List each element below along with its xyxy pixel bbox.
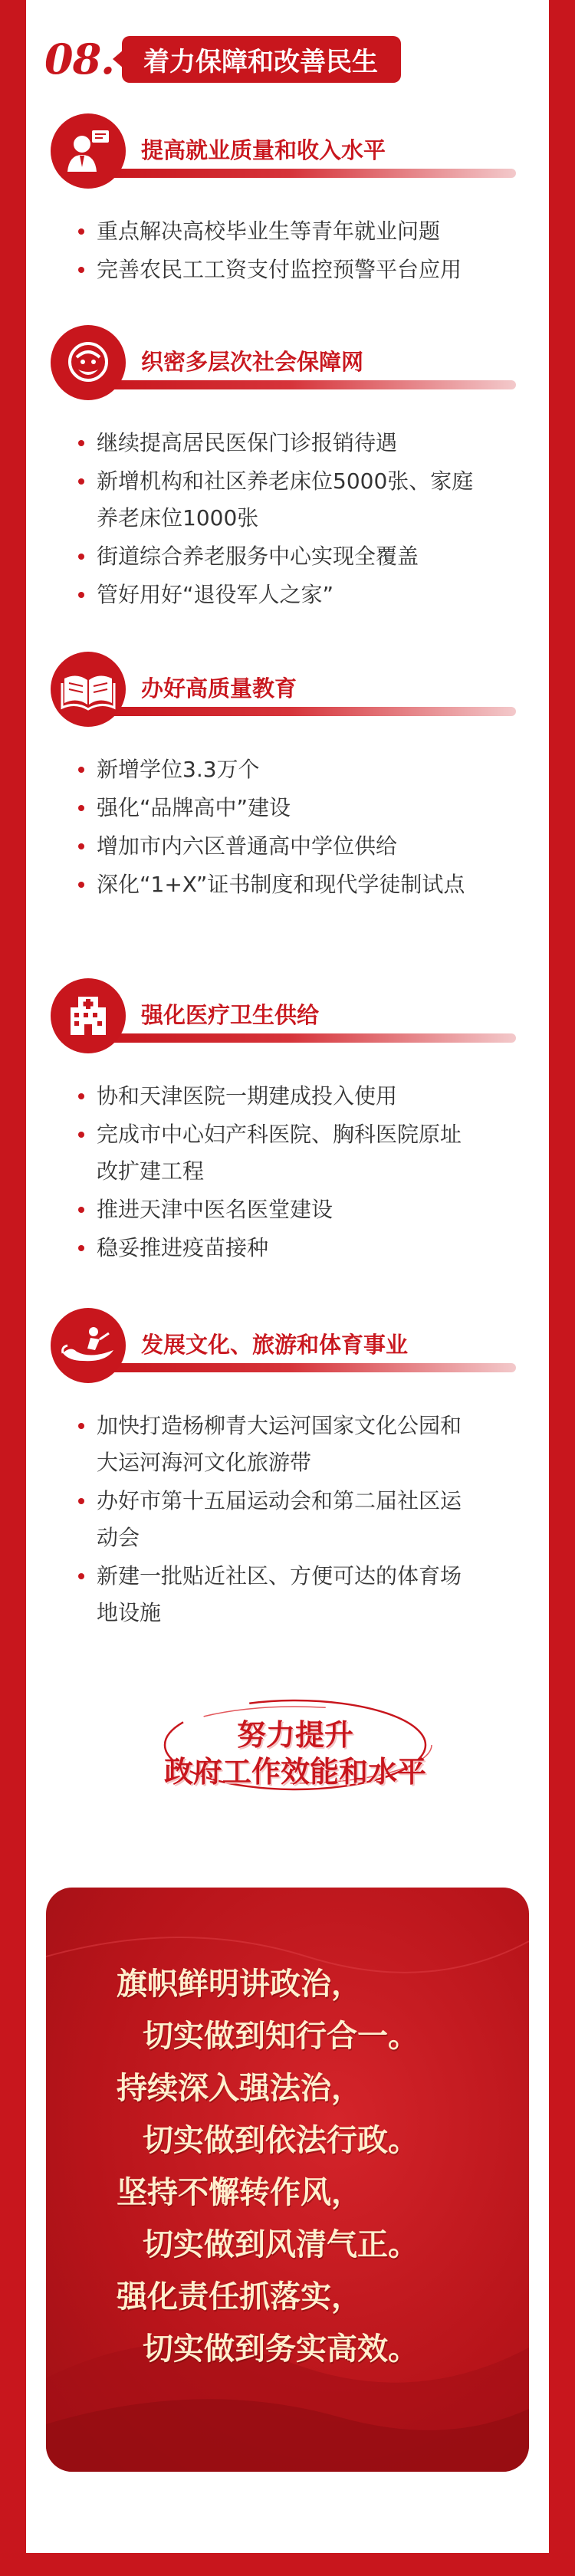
category-employment — [51, 113, 518, 290]
hospital-icon — [51, 978, 126, 1053]
title-underline — [106, 707, 516, 716]
dragon-boat-icon — [51, 1308, 126, 1383]
category-culture-sports — [51, 1308, 518, 1633]
poem-line: 切实做到务实高效。 — [143, 2331, 419, 2367]
category-social-security — [51, 325, 518, 615]
list-item: 继续提高居民医保门诊报销待遇 — [77, 425, 480, 462]
employee-icon — [51, 113, 126, 189]
section-title: 着力保障和改善民生 — [122, 36, 401, 83]
principles-text — [117, 1958, 419, 2375]
list-item: 稳妥推进疫苗接种 — [77, 1230, 480, 1267]
list-item: 强化“品牌高中”建设 — [77, 790, 480, 826]
list-item: 增加市内六区普通高中学位供给 — [77, 828, 480, 865]
list-item: 完成市中心妇产科医院、胸科医院原址改扩建工程 — [77, 1116, 480, 1190]
title-underline — [106, 380, 516, 389]
category-education — [51, 652, 518, 905]
category-title: 织密多层次社会保障网 — [141, 349, 364, 375]
section-header — [44, 34, 401, 84]
category-title: 提高就业质量和收入水平 — [141, 137, 386, 163]
category-healthcare — [51, 978, 518, 1268]
title-underline — [106, 1363, 516, 1372]
list-item: 加快打造杨柳青大运河国家文化公园和大运河海河文化旅游带 — [77, 1408, 480, 1481]
list-item: 新建一批贴近社区、方便可达的体育场地设施 — [77, 1558, 480, 1631]
poem-line: 切实做到依法行政。 — [143, 2122, 419, 2158]
poem-line: 切实做到风清气正。 — [143, 2226, 419, 2262]
slogan-line-1: 努力提升 — [236, 1717, 353, 1752]
section-number: 08. — [44, 34, 114, 84]
category-title: 办好高质量教育 — [141, 675, 297, 702]
poem-line: 强化责任抓落实， — [117, 2279, 362, 2315]
title-underline — [106, 169, 516, 178]
book-icon — [51, 652, 126, 727]
list-item: 推进天津中医名医堂建设 — [77, 1191, 480, 1228]
poem-line: 切实做到知行合一。 — [143, 2018, 419, 2054]
title-underline — [106, 1033, 516, 1043]
category-title: 发展文化、旅游和体育事业 — [141, 1332, 409, 1358]
list-item: 办好市第十五届运动会和第二届社区运动会 — [77, 1483, 480, 1556]
slogan-line-2: 政府工作效能和水平 — [163, 1754, 426, 1789]
poem-line: 持续深入强法治， — [117, 2070, 362, 2106]
list-item: 街道综合养老服务中心实现全覆盖 — [77, 538, 480, 575]
list-item: 新增机构和社区养老床位5000张、家庭养老床位1000张 — [77, 463, 480, 537]
list-item: 新增学位3.3万个 — [77, 751, 480, 788]
list-item: 完善农民工工资支付监控预警平台应用 — [77, 251, 480, 288]
category-title: 强化医疗卫生供给 — [141, 1002, 320, 1028]
elder-icon — [51, 325, 126, 400]
list-item: 协和天津医院一期建成投入使用 — [77, 1078, 480, 1115]
list-item: 深化“1+X”证书制度和现代学徒制试点 — [77, 866, 480, 903]
list-item: 重点解决高校毕业生等青年就业问题 — [77, 213, 480, 250]
principles-card — [46, 1888, 529, 2472]
poem-line: 旗帜鲜明讲政治， — [117, 1966, 362, 2002]
poem-line: 坚持不懈转作风， — [117, 2174, 362, 2210]
slogan — [153, 1694, 437, 1794]
list-item: 管好用好“退役军人之家” — [77, 577, 480, 613]
